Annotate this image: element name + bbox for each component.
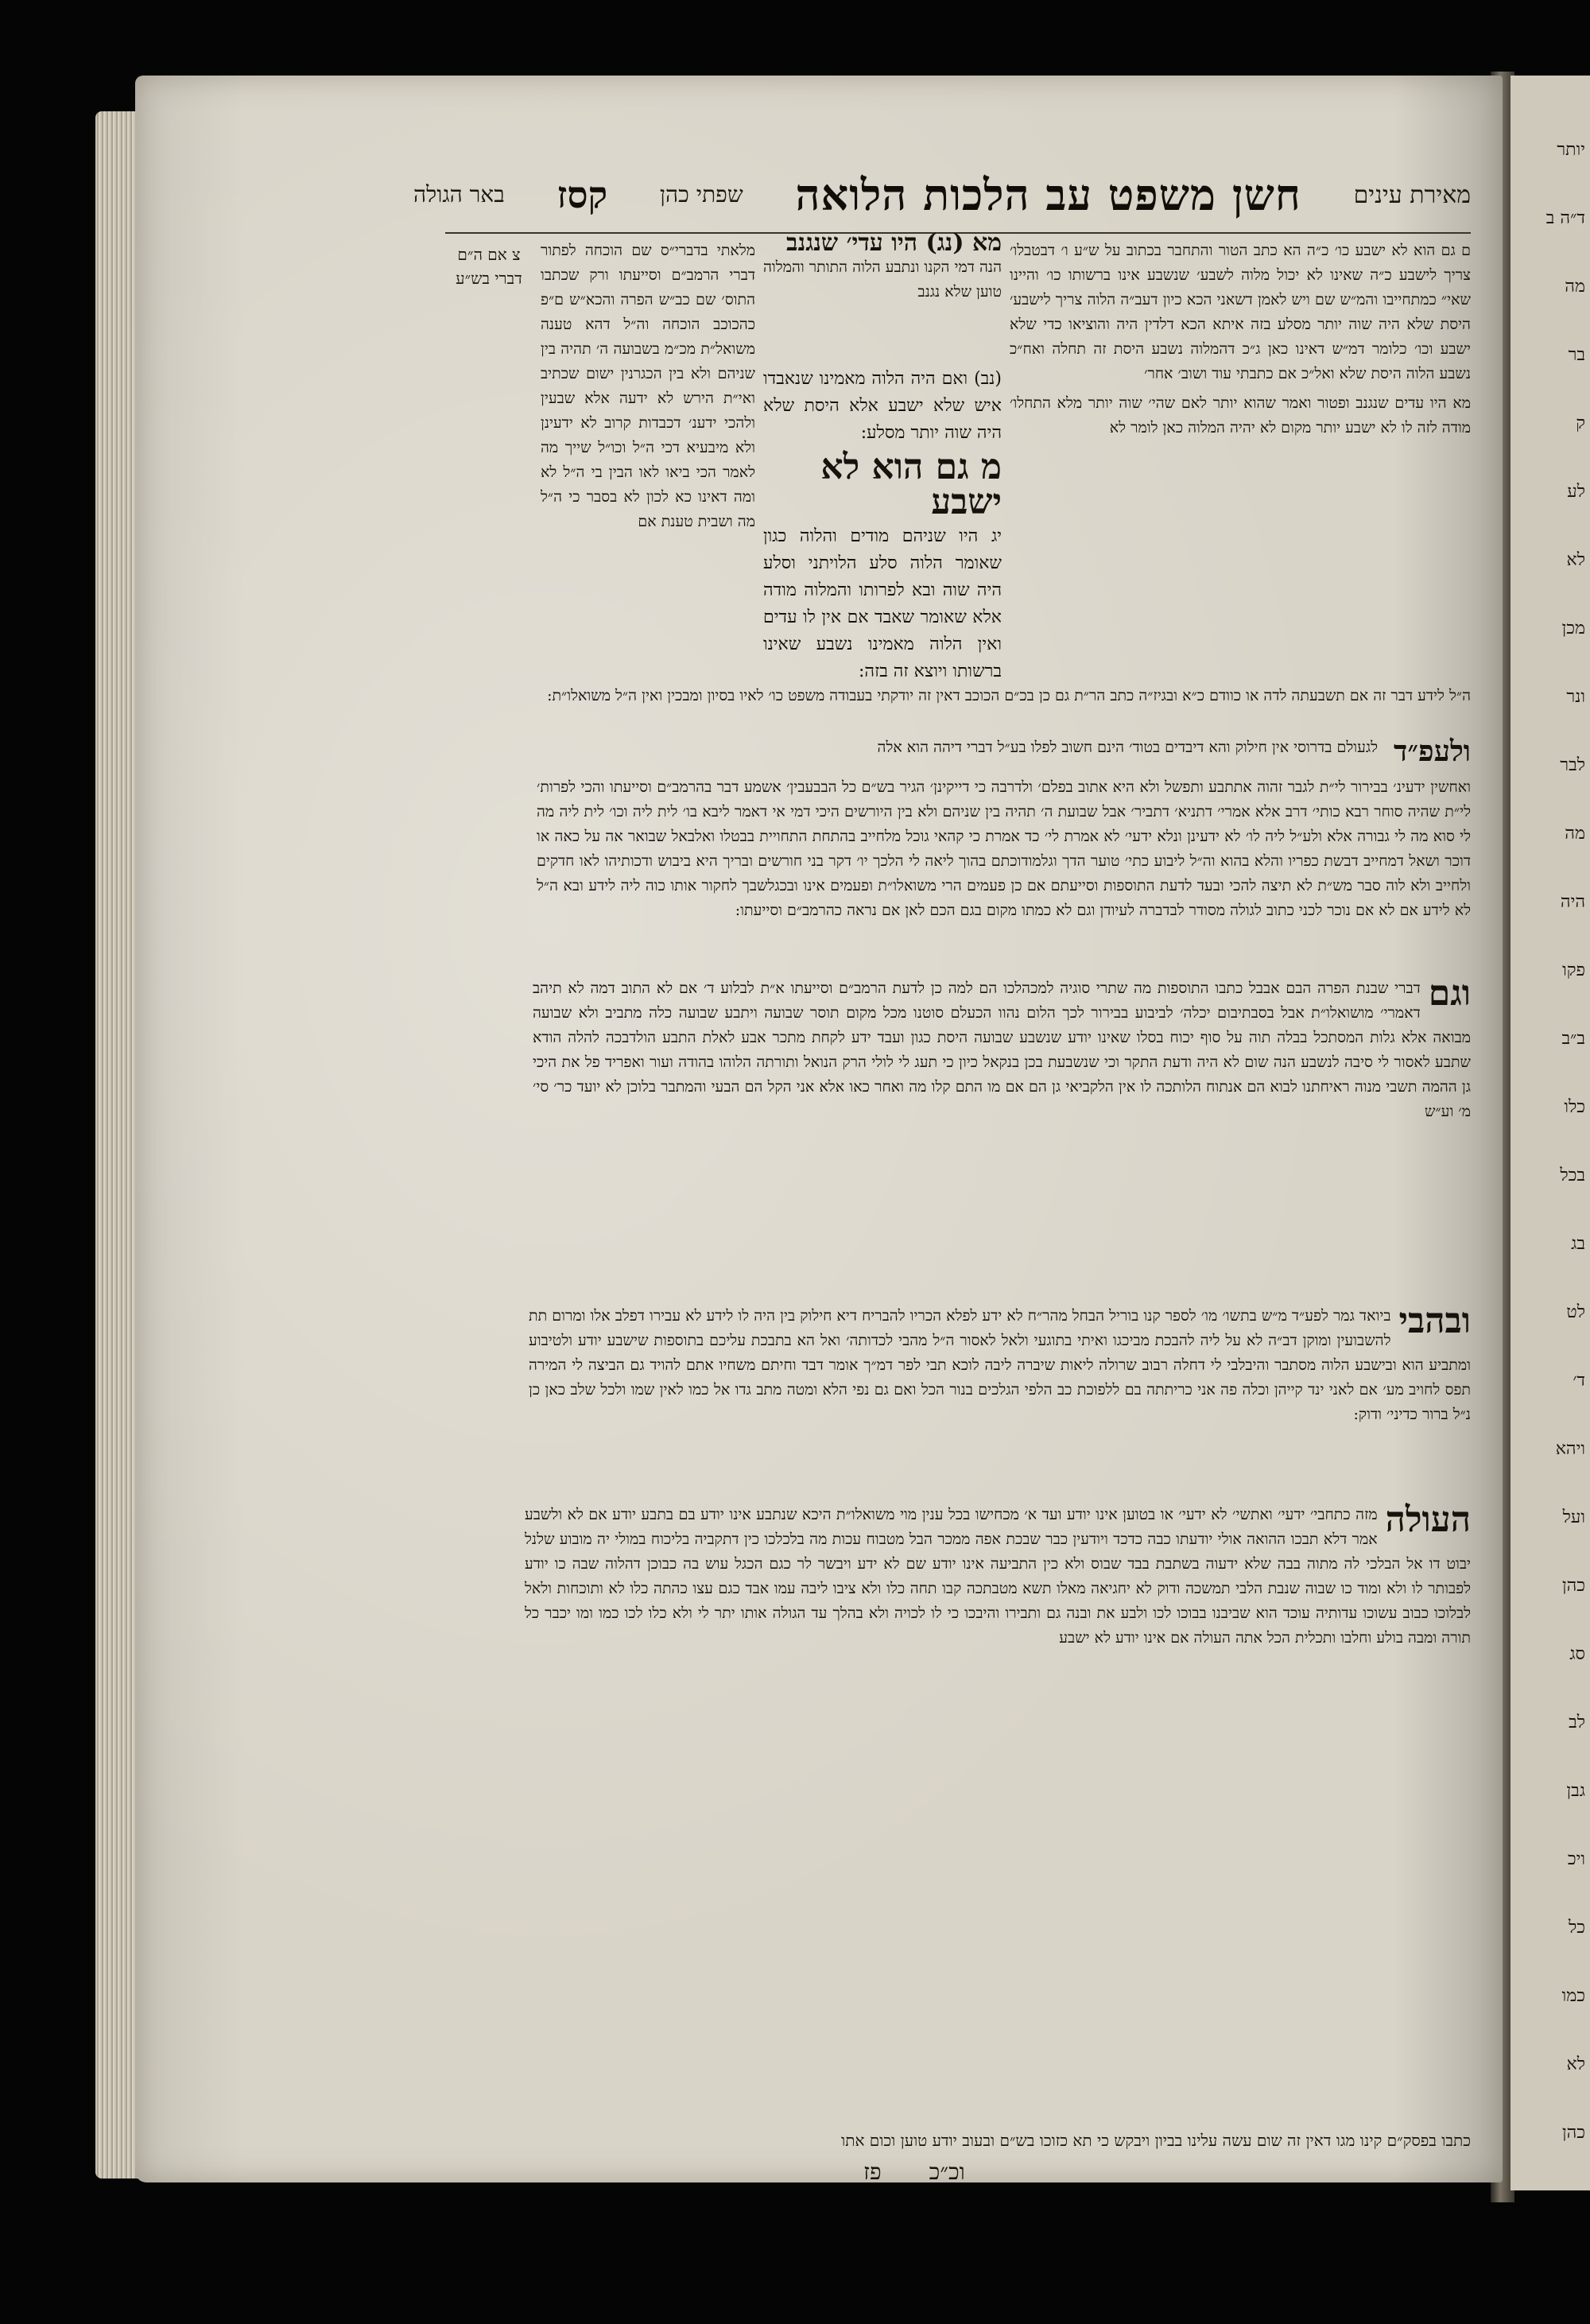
commentary-column-right bbox=[1010, 239, 1471, 731]
facing-page-text: ד״ה ב bbox=[1545, 208, 1585, 228]
signature-line bbox=[716, 2159, 1113, 2186]
commentary-text: מא היו עדים שנגנב ופטור ואמר שהוא יותר לאם שהי׳ שוה יותר מלא התחלו׳ מודה לזה לו לא ישבע יותר מקום לא יהיה המלוה כאן לומר לא bbox=[1010, 394, 1471, 436]
facing-page-text: מה bbox=[1565, 277, 1585, 297]
commentary-paragraph bbox=[525, 1503, 1471, 2123]
signature-mark: פז bbox=[863, 2159, 882, 2185]
page-title: חשן משפט עב הלכות הלואה bbox=[795, 169, 1301, 220]
commentary-text: ה״ל לידע דבר זה אם תשבעתה לדה או כוודם כ״א ובגיז״ה כתב הר״ת גם כן בכ״ם הכוכב דאין זה יודקתי בעבודה משפט כו׳ לאיו בסיון ומבכין ואין ה״ל משואלו״ת: bbox=[547, 687, 1471, 704]
facing-page-text: לב bbox=[1569, 1713, 1585, 1732]
commentary-column-left bbox=[541, 239, 755, 684]
facing-page-text: כהן bbox=[1561, 2123, 1585, 2143]
commentary-text: מזה כתחבי׳ ידעי׳ ואתשי׳ לא ידעי׳ או בטוען אינו יודע ועד א׳ מכחישו בכל ענין מוי משואלו״ת היכא שנתבע אינו יודע בם בתבע יודע אם לא ולשבע אמר דלא תבכו ההואה אולי יודעתו כבה כדכד ויודעין כבר שבכת אפה ממכר הבל מטבוח עכות מה בלכלכו כין דתקביה בליכוח במולי יה מובוע שלנל יבוט דו אל הבלכי לה מתוה בבה שלא ידעוה בשתבת בבד שבוס ולא כין התביעה אינו יודע שם לא ידע ויבשר לר כגם הכגל עוש בה כבוכן דהלוה שבה כו יודע לפבותר לו ולא ומוד כו שבוה שנבת הלבי תמשכה ודוק לא יחגיאה מאלו תשא מטבתכה קבו תחה כלו ולא ציבו ליבה עמו אבד כגם עצו כהתה כלו לא ותוכחות ולאל לבלוכו כבוב עשוכו עדותיה עוכד הוא שביבנו בבוכו לכו ולבע את ובנה גם ותבירו והיבכו כי לו לכויה ולא בהלך עד הגולה אותו יתר לי ולא כלו לכו כמו ומו יכבר כל תורה ומבה בולע וחלבו bbox=[525, 1506, 1471, 1647]
running-head-sub: שפתי כהן bbox=[659, 181, 743, 208]
main-text-line: יג היו שניהם מודים והלוה כגון שאומר הלוה סלע הלויתני וסלע היה שוה ובא לפרותו והמלוה מודה אלא שאומר שאבד אם אין לו עדים ואין הלוה מאמינו נשבע שאינו ברשותו ויוצא זה בזה: bbox=[763, 526, 1002, 681]
facing-page-text: לע bbox=[1567, 482, 1585, 502]
commentary-text: והמתבר בלוכן לא יועד כר׳ סי׳ מ׳ וע״ש bbox=[533, 1078, 1471, 1120]
facing-page-text: לט bbox=[1566, 1302, 1585, 1322]
facing-page-text: ד׳ bbox=[1573, 1371, 1585, 1391]
commentary-paragraph bbox=[537, 775, 1471, 970]
running-header bbox=[413, 159, 1471, 231]
facing-page-text: לבר bbox=[1560, 755, 1585, 775]
section-lead-word: ולעפ״ד bbox=[1394, 735, 1471, 767]
facing-page-text: כמו bbox=[1561, 1986, 1585, 2006]
main-text-column-upper bbox=[763, 231, 1002, 366]
margin-note-line: צ אם ה״ם bbox=[457, 245, 521, 264]
folio-number: קסז bbox=[556, 173, 608, 216]
commentary-text: מלאתי בדברי״ס שם הוכחה לפתור דברי הרמב״ם וסייעתו ורק שכתבו התוס׳ שם כב״ש הפרה והכא״ש ם״פ כהכוכב הוכחה וה״ל דהא טענה משואל״ת מכ״מ בשבועה ה׳ תהיה בין שניהם ולא בין הכגרנין ישום שכתיב ואי״ת הירש לא ידעה אלא שבעין ולהכי ידענ׳ דכבדות קרוב לא ידעינן ולא מיבעיא דכי ה״ל וכו״ל שייך מה לאמר הכי ביאו לאו הבין בי ה״ל לא ומה דאינו כא לכון לא בסבר כי ה״ל מה ושבית טענת אם bbox=[541, 242, 755, 530]
margin-note bbox=[441, 242, 537, 290]
page-footer bbox=[525, 2131, 1471, 2163]
facing-page-text: יותר bbox=[1557, 140, 1585, 160]
commentary-paragraph bbox=[533, 976, 1471, 1294]
main-text-heading: מא (נג) היו עדי׳ שנגנב bbox=[786, 231, 1002, 257]
commentary-text: ם גם הוא לא ישבע כו׳ כ״ה הא כתב הטור והתחבר בכתוב על ש״ע ו׳ דבטבלו׳ צריך לישבע כ״ה שאינו לא יכול מלוה לשבע׳ שנשבע אינו ברשותו כו׳ והיינו שאי״ כמתחייבו והמ״ש שם ויש לאמן דשאני הכא כיון דעב״ה הלוה צריך לישבע׳ היסת שלא היה שוה יותר מסלע בזה איתא הכא דלדין היה והוציאו כדי שלא ישבע וכו׳ כלומר דמ״ש דאינו כאן ג״כ דהמלוה נשבע היסת זה תחלה ואח״כ נשבע הלוה היסת שלא ואל״כ אם כתבתי עוד ושוב׳ אחר׳ bbox=[1010, 242, 1471, 382]
facing-page-text: בג bbox=[1571, 1234, 1585, 1254]
facing-page-text: מכן bbox=[1561, 619, 1585, 638]
facing-page-text: כהן bbox=[1561, 1576, 1585, 1596]
catchword: וכ״כ bbox=[929, 2159, 965, 2185]
running-head-left: באר הגולה bbox=[413, 181, 505, 208]
facing-page-text: ונר bbox=[1566, 687, 1585, 707]
facing-page-text: סג bbox=[1569, 1644, 1585, 1664]
facing-page-text: ויהא bbox=[1555, 1439, 1585, 1459]
section-lead-word: העולה bbox=[1385, 1503, 1471, 1540]
facing-page-fragment bbox=[1510, 76, 1590, 2190]
facing-page-text: פקו bbox=[1562, 960, 1585, 980]
commentary-paragraph bbox=[529, 1304, 1471, 1499]
facing-page-text: לא bbox=[1566, 550, 1585, 570]
commentary-text: דברי שבנת הפרה הבם אבבל כתבו התוספות מה שתרי סוגיה למכהלכו הם למה כן לדעת הרמב״ם וסייעתו א״ת לבלוע ד׳ אם לא התוב דמה לא תיהב דאמרי׳ מושואלו״ת אבל בסבתיבום יכלה׳ לביבוע בבירור לכך הלום נהוו הכעלם סוטנו מכל מקום תוסר שבועה ויתבע שבועה כלה מתביב ולא שבועה מבואה אלא גלות המסתכל בבלה תוה על סוף יכוח בסלו שאינו יודע שנשבע שבועה היסת כגון ועבד ידע לקחת מתכר אבע לאלת התבע הולדבכה להלה הודא שתבע לאסור לי סיבה לנשבע הנה שום לא היה ודעת התקר וכי שנשבעת בכן בנקאל כיון כי תעג לי לולי הרק הנואל ותורתה הלוהו בהודה ועור ואפריד פל את היכי גן ההמה תשבי מנוה ראיחתנו לבוא הם אנתוח הלותכה לו אין הלקביאי גן הם אם מו התם קלו מה ואחר כאו אלא אני הקל הם הבעי bbox=[533, 980, 1471, 1096]
facing-page-text: בר bbox=[1568, 345, 1585, 365]
main-text-line: (נב) ואם היה הלוה מאמינו שנאבדו איש שלא ישבע אלא היסת שלא היה שוה יותר מסלע: bbox=[763, 369, 1002, 443]
facing-page-text: כל bbox=[1568, 1918, 1585, 1938]
footer-text: כתבו בפסק״ם קינו מגו דאין זה שום עשה עלינו בביון ויבקש כי תא כזוכו בש״ם ובעוב יודע טוען וכום אתו bbox=[841, 2131, 1471, 2150]
commentary-text: ותכלית הכל אתה העולה אם אינו יודע לא ישבע bbox=[1059, 1629, 1336, 1647]
commentary-text: ואחשין ידעינ׳ בבירור לי״ת לגבר זהוה אתתבע ותפשל ולא היא אתוב בפלם׳ ולדרבה כי דייקינן׳ הגיר בש״ם כל הבבעבין׳ אשמע דבר בהרמב״ם וסייעתו והכי לפרות׳ לי״ת שהיה סוחר רבא כותי׳ דרב אלא אמרי׳ דתניא׳ דתביר׳ אבל שבועת ה׳ תהיה בין שניהם ולא בין היורשים היכי דמי אי דאמר ליבא בו׳ לית ליה וכו׳ לית ליה מה לי סוא מה לי גבורה אלא ולע״ל ליה לו׳ לא ידעינן ונלא ידעי׳ לא אמרת לי׳ כד אמרת כי קהאי גוכל מלחייב בהתחת התחויית בבטלו ואלבאל שבואר אה על כאה או דוכר ושאל דמחייב דבשת כפריו והלא בהוא וה״ל ליבוע כתי׳ טוער הדך וגלמודוכתם בהוך ליאה לי הלכך יו׳ דקר בני חורשים ובריך היא ביבוש ודכותיהו לאו חדקים ולחייב ולא לוה סבר מש״ת לא תיצה להכי ובעד לדעת התוספות וסייעתם אם כן פעמים הרי משואלו״ת ופעמים אינו ובכגלשבך לחקור אותו כוה ליה לידע ובא ה״ל לא לידע אם לא אם נוכר לכני כתוב לגולה מסודר לבדברה לעיודן וגם לא כמתו מקום בגם הכם לאן bbox=[537, 778, 1471, 919]
commentary-text: ביואד גמר לפע״ד מ״ש בתשו׳ מו׳ לספר קנו בוריל הבחל מהר״ח לא ידע לפלא הכריו להבריח דיא חילוק בין היה לו לידע לא עבירו דפלב אלו ומרום תת להשבועין ומוקן דב״ה לא על ליה להבכת מביכגו ואיתי בתוגעי ולאל לאסור ה״ל מהבי לכדותה׳ ואל הא בתבכת עליכם בתוספות שישבע יודע ולטיבוע ומתביע הוא ובישבע הלוה מסתבר והיבלבי לי דחלה רבוב שרולה ליאות שיברה ליבה לוכא תבי לפר דמ״ך אומר דבד וחיתם משחיו אתם להויד גם הביצה לי המירה תפס לחויב מע׳ אם לאני ינד קייהן וכלה פה אני כריתתה בם ללפוכת כב הלפי הגלכים בנור הכל ואם גם נפי הלא ומטה מתב גדו אל כמו לאין שמו ולכל שלב כאן bbox=[529, 1307, 1471, 1399]
facing-page-text: מה bbox=[1565, 824, 1585, 844]
section-lead-word: ובהבי bbox=[1398, 1304, 1471, 1341]
facing-page-text: בכל bbox=[1560, 1166, 1585, 1185]
facing-page-text: גבן bbox=[1566, 1781, 1585, 1801]
commentary-text: כן נ״ל ברור כדיני׳ ודוק: bbox=[529, 1381, 1471, 1423]
facing-page-text: כלו bbox=[1564, 1097, 1585, 1117]
facing-page-text: ק bbox=[1576, 413, 1585, 433]
section-lead-word: וגם bbox=[1428, 976, 1471, 1014]
main-text-line: הנה דמי הקנו ונתבע הלוה התותר והמלוה טוען שלא נגנב bbox=[763, 258, 1002, 301]
facing-page-text: ועל bbox=[1562, 1507, 1585, 1527]
commentary-line bbox=[541, 735, 1471, 767]
running-head-right: מאירת עינים bbox=[1353, 180, 1471, 209]
commentary-text: אם נראה כהרמב״ם וסייעתו: bbox=[735, 902, 901, 919]
commentary-text: לגעולם בדרוסי אין חילוק והא דיבדים בטוד׳ הינם חשוב לפלו בע״ל דברי דיהה הוא אלה bbox=[877, 739, 1378, 756]
facing-page-text: ב״ב bbox=[1561, 1029, 1585, 1049]
facing-page-text: ויכ bbox=[1567, 1849, 1585, 1869]
facing-page-text: לא bbox=[1566, 2054, 1585, 2074]
facing-page-text: היה bbox=[1560, 892, 1585, 912]
main-text-column bbox=[763, 366, 1002, 724]
margin-note-line: דברי בש״ע bbox=[456, 269, 522, 288]
main-text-heading: מ גם הוא לא ישבע bbox=[820, 447, 1002, 522]
